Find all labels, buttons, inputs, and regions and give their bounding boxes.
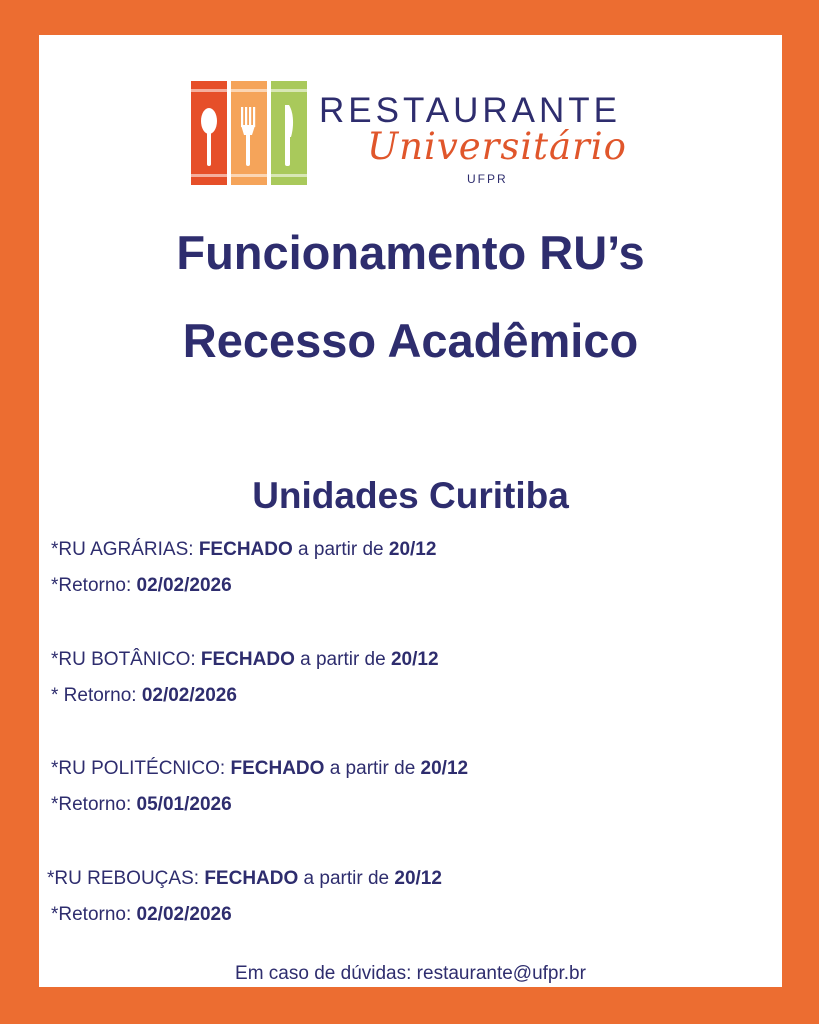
unit-status-botanico: *RU BOTÂNICO: FECHADO a partir de 20/12 — [51, 649, 439, 670]
logo-universitario-text: Universitário — [367, 125, 627, 168]
logo-restaurante-text: RESTAURANTE — [319, 91, 621, 130]
unit-status-agrarias: *RU AGRÁRIAS: FECHADO a partir de 20/12 — [51, 539, 437, 560]
unit-return-agrarias: *Retorno: 02/02/2026 — [51, 575, 232, 596]
unit-status-reboucas: *RU REBOUÇAS: FECHADO a partir de 20/12 — [47, 868, 442, 889]
restaurante-universitario-logo — [191, 81, 641, 191]
cutlery-logo-icon — [191, 81, 307, 185]
contact-footer: Em caso de dúvidas: restaurante@ufpr.br — [235, 963, 586, 984]
section-title: Unidades Curitiba — [252, 475, 569, 516]
unit-return-reboucas: *Retorno: 02/02/2026 — [51, 904, 232, 925]
page-title-line1: Funcionamento RU’s — [176, 226, 645, 279]
unit-status-politecnico: *RU POLITÉCNICO: FECHADO a partir de 20/12 — [51, 758, 469, 779]
page-title-line2: Recesso Acadêmico — [182, 314, 639, 367]
unit-return-politecnico: *Retorno: 05/01/2026 — [51, 794, 232, 815]
notice-card — [39, 35, 782, 987]
unit-return-botanico: * Retorno: 02/02/2026 — [51, 685, 237, 706]
logo-ufpr-text: UFPR — [467, 172, 508, 186]
